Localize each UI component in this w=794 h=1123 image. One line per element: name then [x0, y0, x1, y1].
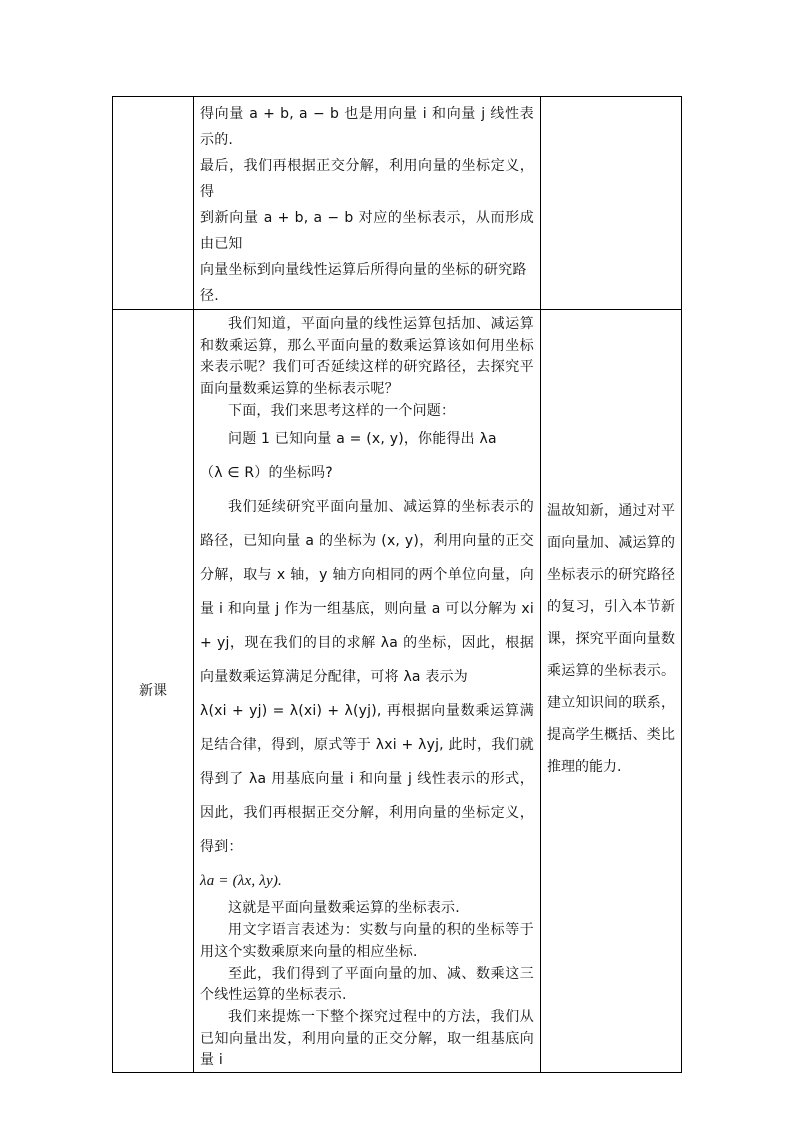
paragraph: 我们来提炼一下整个探究过程中的方法，我们从已知向量出发，利用向量的正交分解，取一组基底向量 i — [200, 1008, 534, 1069]
paragraph: 用文字语言表述为：实数与向量的积的坐标等于用这个实数乘原来向量的相应坐标. — [200, 922, 534, 960]
content-cell — [194, 97, 541, 310]
paragraph: 这就是平面向量数乘运算的坐标表示. — [228, 900, 460, 917]
note-cell — [541, 310, 682, 1073]
paragraph: 我们延续研究平面向量加、减运算的坐标表示的路径，已知向量 a 的坐标为 (x, y)，利用向量的正交分解，取与 x 轴，y 轴方向相同的两个单位向量，向量 i 和向量 j 作为一组基底，则向量 a 可以分解为 xi + yj，现在我们的目的求解 λa 的坐标，因此，根据向量数乘运算满足分配律，可将 λa 表示为 — [200, 499, 534, 686]
formula: λa = (λx, λy). — [200, 873, 282, 890]
teaching-note: 温故知新，通过对平面向量加、减运算的坐标表示的研究路径的复习，引入本节新课，探究平面向量数乘运算的坐标表示。建立知识间的联系，提高学生概括、类比推理的能力. — [547, 503, 675, 775]
content-cell — [194, 310, 541, 1073]
section-cell — [113, 310, 194, 1073]
problem-statement-cont: （λ ∈ R）的坐标吗? — [200, 465, 333, 482]
section-cell — [113, 97, 194, 310]
content-line: 向量坐标到向量线性运算后所得向量的坐标的研究路 — [200, 262, 527, 278]
paragraph: 至此，我们得到了平面向量的加、减、数乘这三个线性运算的坐标表示. — [200, 965, 534, 1004]
note-cell — [541, 97, 682, 310]
section-label: 新课 — [139, 682, 167, 699]
table-row — [113, 310, 682, 1073]
paragraph: 下面，我们来思考这样的一个问题： — [228, 402, 456, 419]
paragraph: λ(xi + yj) = λ(xi) + λ(yj), 再根据向量数乘运算满足结合律，得到，原式等于 λxi + λyj, 此时，我们就得到了 λa 用基底向量 i 和向量 j 线性表示的形式，因此，我们再根据正交分解，利用向量的坐标定义，得到： — [200, 703, 534, 856]
table-row — [113, 97, 682, 310]
paragraph: 我们知道，平面向量的线性运算包括加、减运算和数乘运算，那么平面向量的数乘运算该如何用坐标来表示呢？我们可否延续这样的研究路径，去探究平面向量数乘运算的坐标表示呢？ — [200, 316, 534, 398]
content-line: 得向量 a + b, a − b 也是用向量 i 和向量 j 线性表示的. — [200, 106, 534, 148]
content-line: 最后，我们再根据正交分解，利用向量的坐标定义，得 — [200, 158, 534, 200]
problem-statement: 问题 1 已知向量 a = (x, y)，你能得出 λa — [228, 431, 497, 448]
lesson-plan-table — [112, 96, 682, 1073]
content-line: 到新向量 a + b, a − b 对应的坐标表示，从而形成由已知 — [200, 210, 534, 252]
content-line: 径. — [200, 288, 219, 304]
